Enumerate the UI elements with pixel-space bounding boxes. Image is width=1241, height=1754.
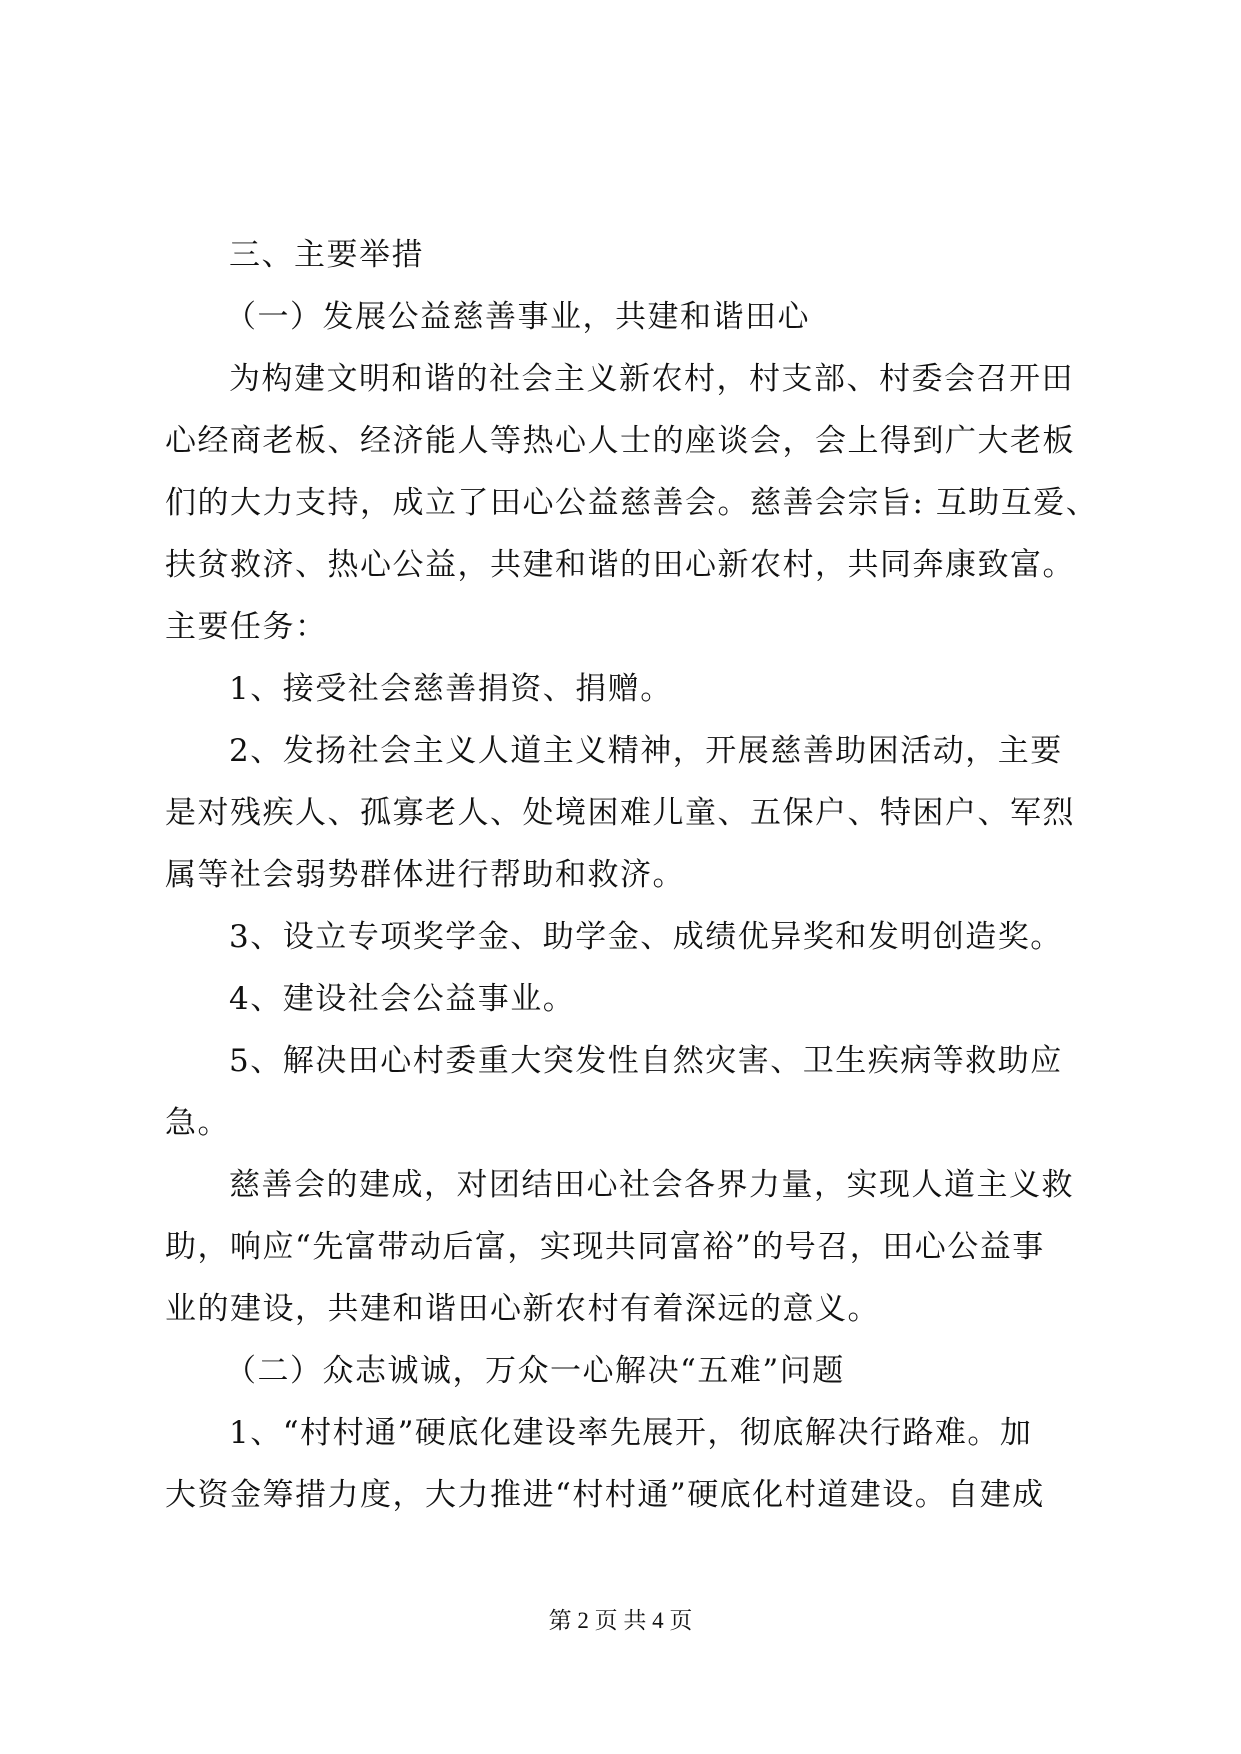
subsection-heading: （二）众志诚诚，万众一心解决“五难”问题 [225,1353,845,1389]
paragraph-line: 扶贫救济、热心公益，共建和谐的田心新农村，共同奔康致富。 [165,547,1075,583]
list-item: 3、设立专项奖学金、助学金、成绩优异奖和发明创造奖。 [229,919,1063,955]
paragraph-line: 是对残疾人、孤寡老人、处境困难儿童、五保户、特困户、军烈 [165,795,1075,831]
paragraph-line: 大资金筹措力度，大力推进“村村通”硬底化村道建设。自建成 [165,1477,1045,1513]
list-item: 1、接受社会慈善捐资、捐赠。 [229,671,673,707]
paragraph-line: 急。 [165,1105,230,1141]
paragraph-line: 慈善会的建成，对团结田心社会各界力量，实现人道主义救 [229,1167,1074,1203]
page-footer [0,1606,1241,1636]
paragraph-line: 助，响应“先富带动后富，实现共同富裕”的号召，田心公益事 [165,1229,1045,1265]
list-item: 1、“村村通”硬底化建设率先展开，彻底解决行路难。加 [229,1415,1033,1451]
paragraph-line: 们的大力支持，成立了田心公益慈善会。慈善会宗旨: 互助互爱、 [165,485,1099,521]
subsection-heading: （一）发展公益慈善事业，共建和谐田心 [225,299,810,335]
page-number: 第 2 页 共 4 页 [548,1608,693,1633]
paragraph-line: 心经商老板、经济能人等热心人士的座谈会，会上得到广大老板 [165,423,1075,459]
list-item: 4、建设社会公益事业。 [229,981,576,1017]
paragraph-line: 主要任务： [165,609,328,645]
paragraph-line: 业的建设，共建和谐田心新农村有着深远的意义。 [165,1291,880,1327]
paragraph-line: 属等社会弱势群体进行帮助和救济。 [165,857,685,893]
list-item: 2、发扬社会主义人道主义精神，开展慈善助困活动，主要 [229,733,1063,769]
list-item: 5、解决田心村委重大突发性自然灾害、卫生疾病等救助应 [229,1043,1063,1079]
document-body [165,224,1099,1526]
section-heading: 三、主要举措 [229,237,424,273]
paragraph-line: 为构建文明和谐的社会主义新农村，村支部、村委会召开田 [229,361,1074,397]
